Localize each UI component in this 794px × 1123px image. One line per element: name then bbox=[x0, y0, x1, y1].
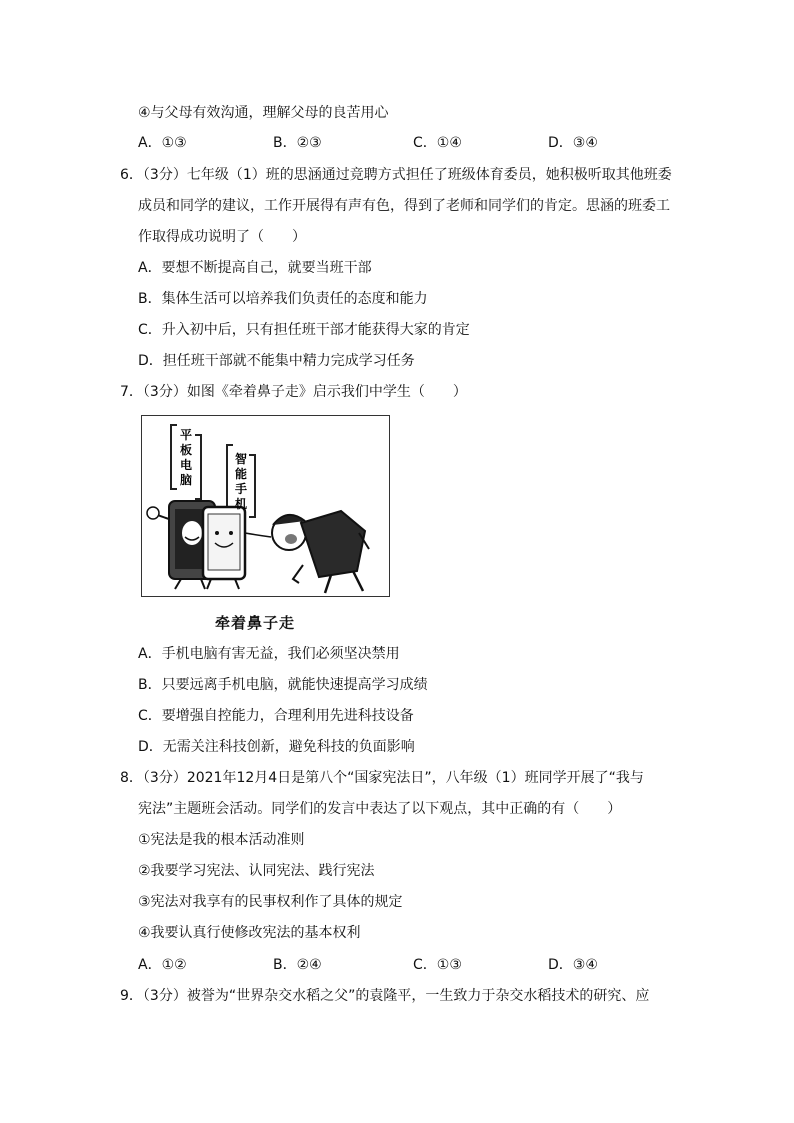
q5-option-c: C．①④ bbox=[413, 135, 462, 151]
cartoon-figure bbox=[141, 415, 390, 597]
q8-stem-line-2: 宪法”主题班会活动。同学们的发言中表达了以下观点，其中正确的有（ ） bbox=[138, 801, 622, 817]
q6-option-c: C．升入初中后，只有担任班干部才能获得大家的肯定 bbox=[138, 322, 470, 338]
q6-option-d: D．担任班干部就不能集中精力完成学习任务 bbox=[138, 353, 415, 369]
q7-stem: 7．（3分）如图《牵着鼻子走》启示我们中学生（ ） bbox=[120, 384, 467, 400]
cartoon-caption: 牵着鼻子走 bbox=[215, 614, 296, 632]
phone-label-text: 智能手机 bbox=[234, 452, 248, 511]
q6-stem-line-2: 成员和同学的建议，工作开展得有声有色，得到了老师和同学们的肯定。思涵的班委工 bbox=[138, 198, 670, 214]
q6-stem-line-3: 作取得成功说明了（ ） bbox=[138, 229, 306, 245]
tablet-label-text: 平板电脑 bbox=[179, 428, 193, 487]
q8-item-1: ①宪法是我的根本活动准则 bbox=[138, 832, 305, 848]
q5-option-a: A．①③ bbox=[138, 135, 187, 151]
q5-option-d: D．③④ bbox=[548, 135, 598, 151]
q8-option-b: B．②④ bbox=[273, 957, 322, 973]
q8-option-c: C．①③ bbox=[413, 957, 462, 973]
q8-option-a: A．①② bbox=[138, 957, 187, 973]
q7-option-b: B．只要远离手机电脑，就能快速提高学习成绩 bbox=[138, 677, 428, 693]
q8-option-d: D．③④ bbox=[548, 957, 598, 973]
q8-item-3: ③宪法对我享有的民事权利作了具体的规定 bbox=[138, 894, 403, 910]
q7-option-d: D．无需关注科技创新，避免科技的负面影响 bbox=[138, 739, 415, 755]
q5-option-b: B．②③ bbox=[273, 135, 322, 151]
q8-item-2: ②我要学习宪法、认同宪法、践行宪法 bbox=[138, 863, 375, 879]
q6-option-b: B．集体生活可以培养我们负责任的态度和能力 bbox=[138, 291, 428, 307]
q7-option-c: C．要增强自控能力，合理利用先进科技设备 bbox=[138, 708, 414, 724]
q7-option-a: A．手机电脑有害无益，我们必须坚决禁用 bbox=[138, 646, 400, 662]
q8-item-4: ④我要认真行使修改宪法的基本权利 bbox=[138, 925, 361, 941]
q8-stem-line-1: 8．（3分）2021年12月4日是第八个“国家宪法日”，八年级（1）班同学开展了“我与 bbox=[120, 770, 644, 786]
q5-options bbox=[138, 133, 658, 153]
q6-option-a: A．要想不断提高自己，就要当班干部 bbox=[138, 260, 372, 276]
q9-stem: 9．（3分）被誉为“世界杂交水稻之父”的袁隆平，一生致力于杂交水稻技术的研究、应 bbox=[120, 988, 650, 1004]
q5-item-4: ④与父母有效沟通，理解父母的良苦用心 bbox=[138, 105, 389, 121]
q6-stem-line-1: 6．（3分）七年级（1）班的思涵通过竞聘方式担任了班级体育委员，她积极听取其他班委 bbox=[120, 167, 672, 183]
q8-options bbox=[138, 955, 658, 975]
